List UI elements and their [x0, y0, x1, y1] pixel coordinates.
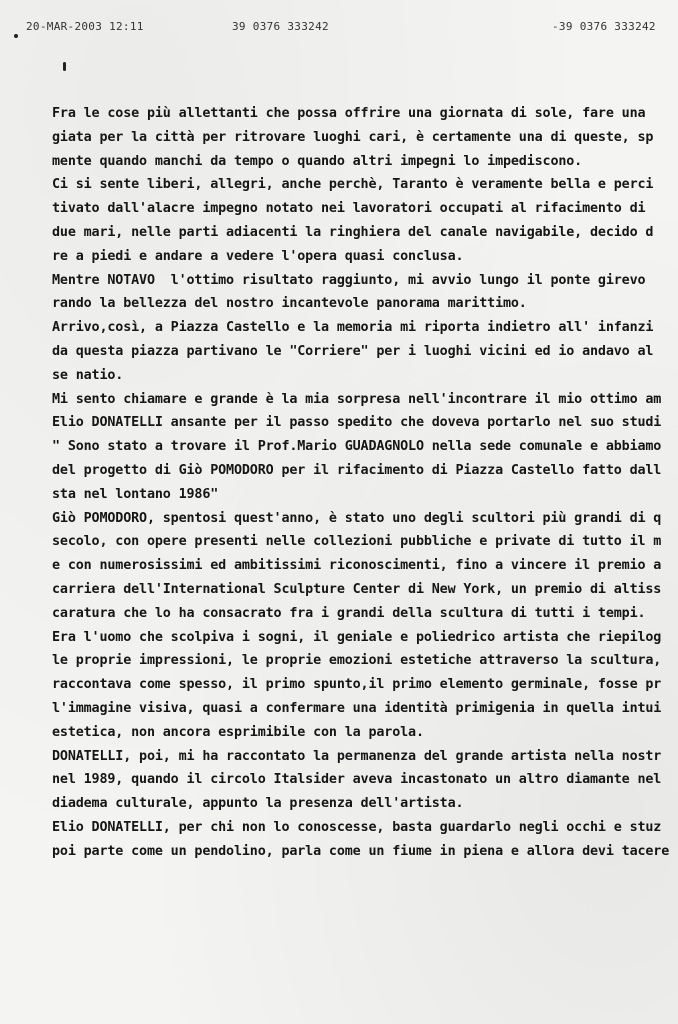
text-line: mente quando manchi da tempo o quando altri impegni lo impediscono. [52, 153, 583, 169]
text-line: da questa piazza partivano le "Corriere" per i luoghi vicini ed io andavo al [52, 343, 654, 359]
text-line: tivato dall'alacre impegno notato nei lavoratori occupati al rifacimento di [52, 201, 646, 217]
text-line: Arrivo,così, a Piazza Castello e la memoria mi riporta indietro all' infanzi [52, 320, 654, 336]
text-line: Ci si sente liberi, allegri, anche perchè, Taranto è veramente bella e perci [52, 177, 654, 193]
text-line: carriera dell'International Sculpture Center di New York, un premio di altiss [52, 581, 662, 597]
text-line: Era l'uomo che scolpiva i sogni, il geniale e poliedrico artista che riepilog [52, 629, 662, 645]
text-line: secolo, con opere presenti nelle collezioni pubbliche e private di tutto il m [52, 534, 662, 550]
text-line: Mentre NOTAVO l'ottimo risultato raggiunto, mi avvio lungo il ponte girevo [52, 272, 646, 288]
text-line: caratura che lo ha consacrato fra i grandi della scultura di tutti i tempi. [52, 605, 646, 621]
text-line: giata per la città per ritrovare luoghi cari, è certamente una di queste, sp [52, 129, 654, 145]
text-line: DONATELLI, poi, mi ha raccontato la permanenza del grande artista nella nostr [52, 748, 662, 764]
text-line: le proprie impressioni, le proprie emozioni estetiche attraverso la scultura, [52, 653, 662, 669]
text-line: due mari, nelle parti adiacenti la ringhiera del canale navigabile, decido d [52, 224, 654, 240]
text-line: se natio. [52, 367, 124, 383]
fax-sender-number: 39 0376 333242 [232, 20, 329, 33]
article-body [52, 102, 678, 864]
fax-date-time: 20-MAR-2003 12:11 [26, 20, 144, 33]
text-line: poi parte come un pendolino, parla come un fiume in piena e allora devi tacere [52, 843, 670, 859]
text-line: Elio DONATELLI, per chi non lo conoscesse, basta guardarlo negli occhi e stuz [52, 819, 662, 835]
text-line: e con numerosissimi ed ambitissimi riconoscimenti, fino a vincere il premio a [52, 558, 662, 574]
text-line: Mi sento chiamare e grande è la mia sorpresa nell'incontrare il mio ottimo am [52, 391, 662, 407]
text-line: re a piedi e andare a vedere l'opera quasi conclusa. [52, 248, 464, 264]
fax-receiver-number: -39 0376 333242 [552, 20, 656, 33]
text-line: Fra le cose più allettanti che possa offrire una giornata di sole, fare una [52, 106, 646, 121]
fax-header [22, 20, 678, 36]
text-line: " Sono stato a trovare il Prof.Mario GUADAGNOLO nella sede comunale e abbiamo [52, 439, 662, 455]
text-line: Giò POMODORO, spentosi quest'anno, è stato uno degli scultori più grandi di q [52, 510, 662, 526]
scan-speck [63, 62, 66, 71]
text-line: l'immagine visiva, quasi a confermare una identità primigenia in quella intui [52, 700, 662, 716]
text-line: diadema culturale, appunto la presenza dell'artista. [52, 796, 464, 812]
text-line: raccontava come spesso, il primo spunto,il primo elemento germinale, fosse pr [52, 677, 662, 693]
text-line: estetica, non ancora esprimibile con la parola. [52, 724, 424, 740]
text-line: rando la bellezza del nostro incantevole panorama marittimo. [52, 296, 527, 312]
text-line: sta nel lontano 1986" [52, 486, 219, 502]
scan-speck [14, 34, 18, 38]
text-line: Elio DONATELLI ansante per il passo spedito che doveva portarlo nel suo studi [52, 415, 662, 431]
text-line: del progetto di Giò POMODORO per il rifacimento di Piazza Castello fatto dall [52, 462, 662, 478]
text-line: nel 1989, quando il circolo Italsider aveva incastonato un altro diamante nel [52, 772, 662, 788]
